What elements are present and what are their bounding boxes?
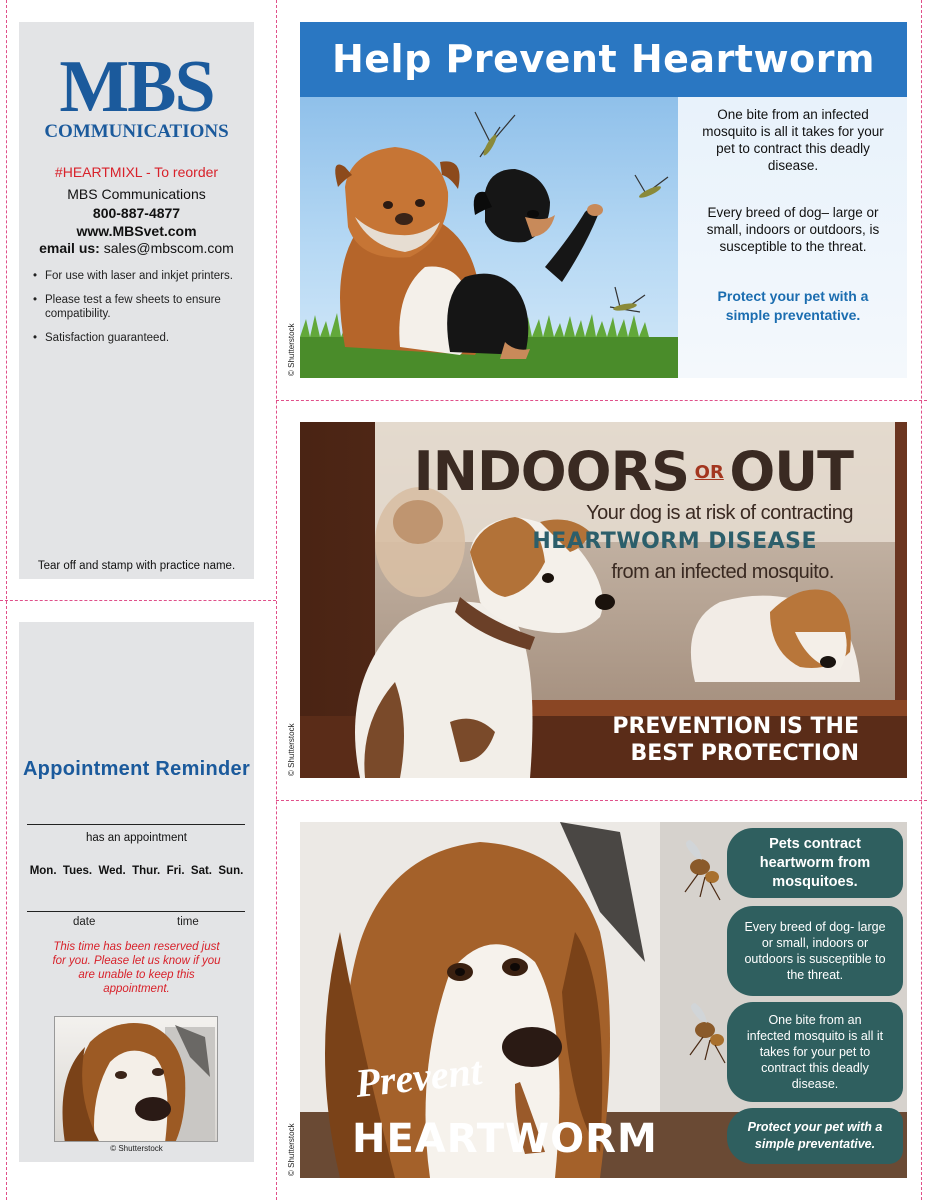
printing-notes [33, 269, 243, 355]
note-item: • Satisfaction guaranteed. [33, 331, 243, 345]
headline-or: OR [694, 462, 724, 483]
card2-footer-1: PREVENTION IS THE [612, 714, 859, 739]
card2-line2: HEARTWORM DISEASE [532, 529, 817, 554]
company-name: MBS Communications [67, 186, 206, 202]
card1-photo [300, 97, 678, 378]
reorder-code: #HEARTMIXL - To reorder [54, 164, 219, 180]
basset-thumbnail-art [55, 1017, 218, 1142]
email-label: email us: [39, 240, 100, 256]
tear-off-note: Tear off and stamp with practice name. [37, 560, 236, 572]
weekday-options: Mon. Tues. Wed. Thur. Fri. Sat. Sun. [29, 865, 244, 877]
patient-name-line [27, 824, 245, 825]
bubble-pets-contract [727, 828, 903, 898]
card2-credit: © Shutterstock [287, 723, 296, 776]
perforation-horizontal-right-1 [276, 400, 927, 401]
card2-footer-2: BEST PROTECTION [630, 741, 859, 766]
website[interactable]: www.MBSvet.com [76, 223, 197, 239]
logo-communications-text: COMMUNICATIONS [44, 121, 229, 142]
perforation-horizontal-left [0, 600, 276, 601]
card1-header [300, 22, 907, 97]
bubble-protect-text: Protect your pet with a simple preventative. [747, 1120, 883, 1151]
card1-credit: © Shutterstock [287, 323, 296, 376]
perforation-vertical-mid [276, 0, 277, 1200]
card-prevent-heartworm [300, 822, 907, 1178]
card1-para1: One bite from an infected mosquito is all it takes for your pet to contract this deadly disease. [702, 107, 884, 173]
card2-line1: Your dog is at risk of contracting [586, 502, 853, 524]
note-item: • Please test a few sheets to ensure compatibility. [33, 293, 243, 321]
note-item: • For use with laser and inkjet printers. [33, 269, 243, 283]
card3-heartworm-title: HEARTWORM [352, 1116, 658, 1162]
reserved-message: This time has been reserved just for you. Please let us know if you are unable to keep this appointment. [52, 941, 221, 995]
mbs-logo [19, 46, 254, 142]
basset-thumbnail [54, 1016, 218, 1142]
time-label: time [177, 916, 199, 928]
appointment-title: Appointment Reminder [22, 758, 251, 780]
card-help-prevent [300, 22, 907, 378]
card2-line3: from an infected mosquito. [611, 561, 834, 583]
headline-indoors: INDOORS [413, 440, 690, 503]
phone-number: 800-887-4877 [92, 205, 181, 221]
bubble-every-breed-text: Every breed of dog- large or small, indoors or outdoors is susceptible to the threat. [744, 920, 886, 982]
bubble-every-breed [727, 906, 903, 996]
card-indoors-or-out [300, 422, 907, 778]
perforation-horizontal-right-2 [276, 800, 927, 801]
reorder-panel [19, 22, 254, 579]
email-address[interactable]: sales@mbscom.com [103, 240, 234, 256]
date-time-line [27, 911, 245, 912]
bubble-one-bite-text: One bite from an infected mosquito is all it takes for your pet to contract this deadly disease. [746, 1013, 884, 1091]
card3-prevent-script: Prevent [353, 1048, 484, 1107]
card1-title: Help Prevent Heartworm [331, 37, 876, 81]
bubble-pets-contract-text: Pets contract heartworm from mosquitoes. [759, 835, 871, 890]
card1-cta: Protect your pet with a simple preventative. [717, 288, 869, 323]
date-label: date [73, 916, 96, 928]
card1-para2: Every breed of dog– large or small, indoors or outdoors, is susceptible to the threat. [706, 205, 880, 254]
appointment-panel [19, 622, 254, 1162]
bubble-one-bite [727, 1002, 903, 1102]
headline-out: OUT [729, 440, 853, 503]
dogs-and-mosquitoes-art [300, 97, 678, 378]
bubble-protect [727, 1108, 903, 1164]
logo-mbs-text: MBS [59, 46, 214, 128]
card3-credit: © Shutterstock [287, 1123, 296, 1176]
perforation-vertical-right [921, 0, 922, 1200]
has-appointment-text: has an appointment [85, 832, 188, 844]
email-line [19, 240, 254, 256]
card1-text-panel [678, 97, 907, 378]
thumbnail-credit: © Shutterstock [110, 1144, 163, 1153]
